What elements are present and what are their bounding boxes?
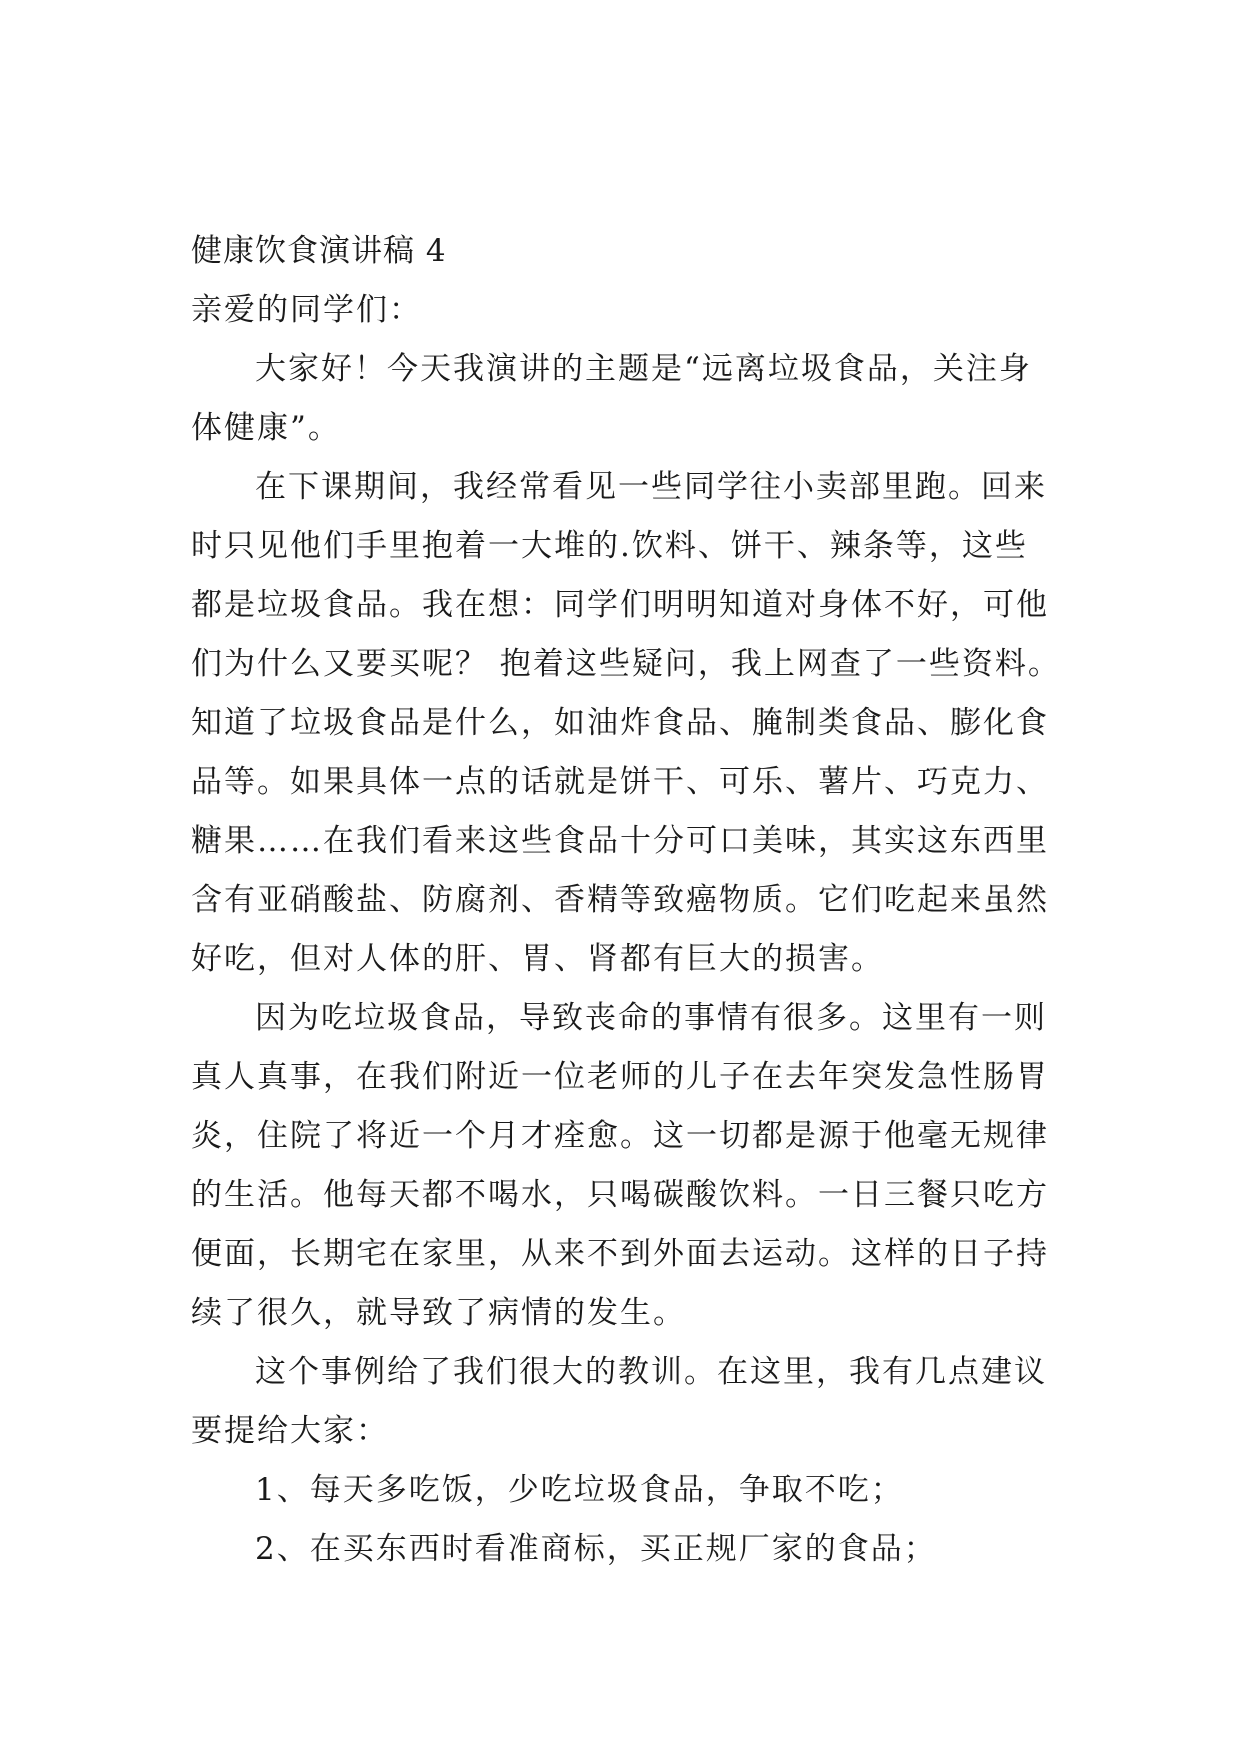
text-line: 时只见他们手里抱着一大堆的.饮料、饼干、辣条等，这些	[191, 528, 1028, 564]
text-line: 知道了垃圾食品是什么，如油炸食品、腌制类食品、膨化食	[191, 705, 1049, 741]
document-title: 健康饮食演讲稿 4	[191, 233, 447, 269]
document-body	[191, 222, 1071, 1579]
text-line: 好吃，但对人体的肝、胃、肾都有巨大的损害。	[191, 941, 884, 977]
list-item: 1、每天多吃饭，少吃垃圾食品，争取不吃；	[255, 1472, 904, 1508]
text-line: 含有亚硝酸盐、防腐剂、香精等致癌物质。它们吃起来虽然	[191, 882, 1049, 918]
text-line: 炎，住院了将近一个月才痊愈。这一切都是源于他毫无规律	[191, 1118, 1049, 1154]
text-line: 在下课期间，我经常看见一些同学往小卖部里跑。回来	[255, 469, 1047, 505]
text-line: 糖果……在我们看来这些食品十分可口美味，其实这东西里	[191, 823, 1049, 859]
text-line: 们为什么又要买呢？ 抱着这些疑问，我上网查了一些资料。	[191, 646, 1061, 682]
text-line: 大家好！今天我演讲的主题是“远离垃圾食品，关注身	[255, 351, 1032, 387]
text-line: 因为吃垃圾食品，导致丧命的事情有很多。这里有一则	[255, 1000, 1047, 1036]
text-line: 这个事例给了我们很大的教训。在这里，我有几点建议	[255, 1354, 1047, 1390]
list-item: 2、在买东西时看准商标，买正规厂家的食品；	[255, 1531, 937, 1567]
text-line: 体健康”。	[191, 410, 341, 446]
text-line: 续了很久，就导致了病情的发生。	[191, 1295, 686, 1331]
text-line: 要提给大家：	[191, 1413, 389, 1449]
text-line: 品等。如果具体一点的话就是饼干、可乐、薯片、巧克力、	[191, 764, 1049, 800]
salutation: 亲爱的同学们：	[191, 292, 422, 328]
text-line: 的生活。他每天都不喝水，只喝碳酸饮料。一日三餐只吃方	[191, 1177, 1049, 1213]
text-line: 便面，长期宅在家里，从来不到外面去运动。这样的日子持	[191, 1236, 1049, 1272]
text-line: 真人真事，在我们附近一位老师的儿子在去年突发急性肠胃	[191, 1059, 1049, 1095]
text-line: 都是垃圾食品。我在想：同学们明明知道对身体不好，可他	[191, 587, 1049, 623]
